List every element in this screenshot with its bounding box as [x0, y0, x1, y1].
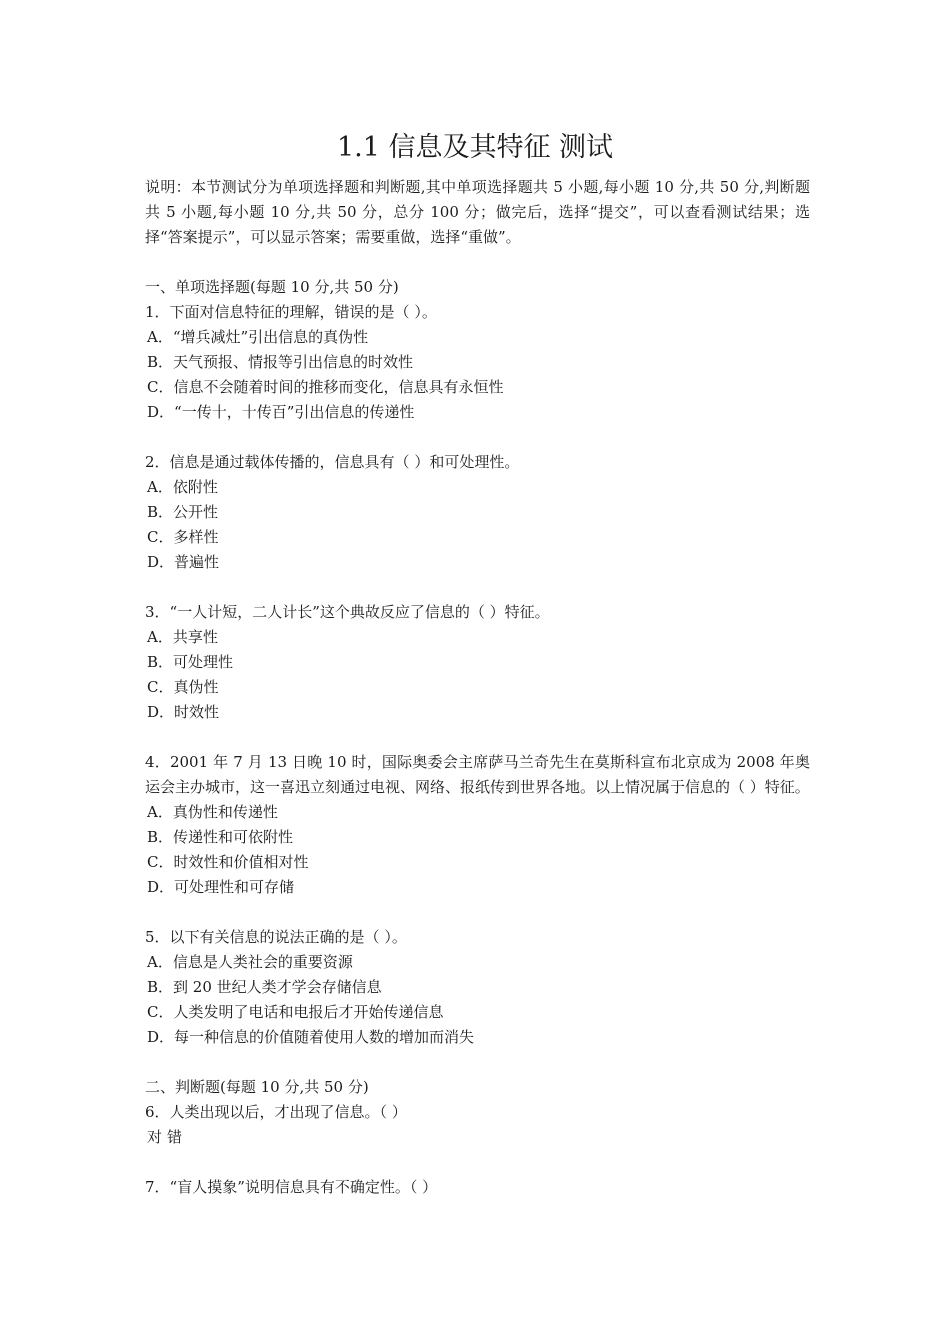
question-text: 5．以下有关信息的说法正确的是（ ）。 — [145, 928, 407, 946]
spacer — [145, 725, 810, 750]
section-heading-true-false: 二、判断题(每题 10 分,共 50 分) — [145, 1078, 369, 1096]
spacer — [145, 425, 810, 450]
intro-paragraph: 说明：本节测试分为单项选择题和判断题,其中单项选择题共 5 小题,每小题 10 分,共 50 分,判断题共 5 小题,每小题 10 分,共 50 分，总分 100 分；做完后，选择“提交”，可以查看测试结果；选择“答案提示”，可以显示答案；需要重做，选择“重做”。 — [145, 178, 810, 246]
option-a: A．共享性 — [147, 628, 218, 646]
question-6 — [145, 1100, 810, 1150]
question-text: 1．下面对信息特征的理解，错误的是（ ）。 — [145, 303, 437, 321]
choice-false[interactable]: 错 — [167, 1128, 183, 1146]
option-d: D．“一传十，十传百”引出信息的传递性 — [147, 403, 415, 421]
question-text: 2．信息是通过载体传播的，信息具有（ ）和可处理性。 — [145, 453, 520, 471]
true-false-choices — [145, 1125, 810, 1150]
question-text: 4．2001 年 7 月 13 日晚 10 时，国际奥委会主席萨马兰奇先生在莫斯科宣布北京成为 2008 年奥运会主办城市，这一喜迅立刻通过电视、网络、报纸传到世界各地。以上情况属于信息的（ ）特征。 — [145, 753, 810, 796]
document-body — [145, 175, 810, 1200]
document-title: 1.1 信息及其特征 测试 — [336, 132, 614, 163]
question-2 — [145, 450, 810, 575]
option-b: B．传递性和可依附性 — [147, 828, 294, 846]
question-3 — [145, 600, 810, 725]
spacer — [145, 1150, 810, 1175]
option-d: D．普遍性 — [147, 553, 220, 571]
question-1 — [145, 300, 810, 425]
option-d: D．每一种信息的价值随着使用人数的增加而消失 — [147, 1028, 475, 1046]
option-a: A．真伪性和传递性 — [147, 803, 278, 821]
question-text: 7．“盲人摸象”说明信息具有不确定性。（ ） — [145, 1178, 438, 1196]
option-a: A．信息是人类社会的重要资源 — [147, 953, 353, 971]
option-c: C．时效性和价值相对性 — [147, 853, 309, 871]
spacer — [145, 575, 810, 600]
option-a: A．依附性 — [147, 478, 218, 496]
option-c: C．多样性 — [147, 528, 219, 546]
spacer — [145, 900, 810, 925]
section-heading-single-choice: 一、单项选择题(每题 10 分,共 50 分) — [145, 278, 399, 296]
option-b: B．到 20 世纪人类才学会存储信息 — [147, 978, 382, 996]
option-d: D．时效性 — [147, 703, 220, 721]
option-a: A．“增兵减灶”引出信息的真伪性 — [147, 328, 369, 346]
option-b: B．天气预报、情报等引出信息的时效性 — [147, 353, 414, 371]
question-text: 3．“一人计短，二人计长”这个典故反应了信息的（ ）特征。 — [145, 603, 550, 621]
question-5 — [145, 925, 810, 1050]
choice-true[interactable]: 对 — [147, 1128, 163, 1146]
option-d: D．可处理性和可存储 — [147, 878, 295, 896]
option-c: C．真伪性 — [147, 678, 219, 696]
question-7 — [145, 1175, 810, 1200]
option-b: B．可处理性 — [147, 653, 234, 671]
option-c: C．信息不会随着时间的推移而变化，信息具有永恒性 — [147, 378, 504, 396]
option-c: C．人类发明了电话和电报后才开始传递信息 — [147, 1003, 444, 1021]
option-b: B．公开性 — [147, 503, 219, 521]
question-4 — [145, 750, 810, 900]
question-text: 6．人类出现以后，才出现了信息。（ ） — [145, 1103, 407, 1121]
